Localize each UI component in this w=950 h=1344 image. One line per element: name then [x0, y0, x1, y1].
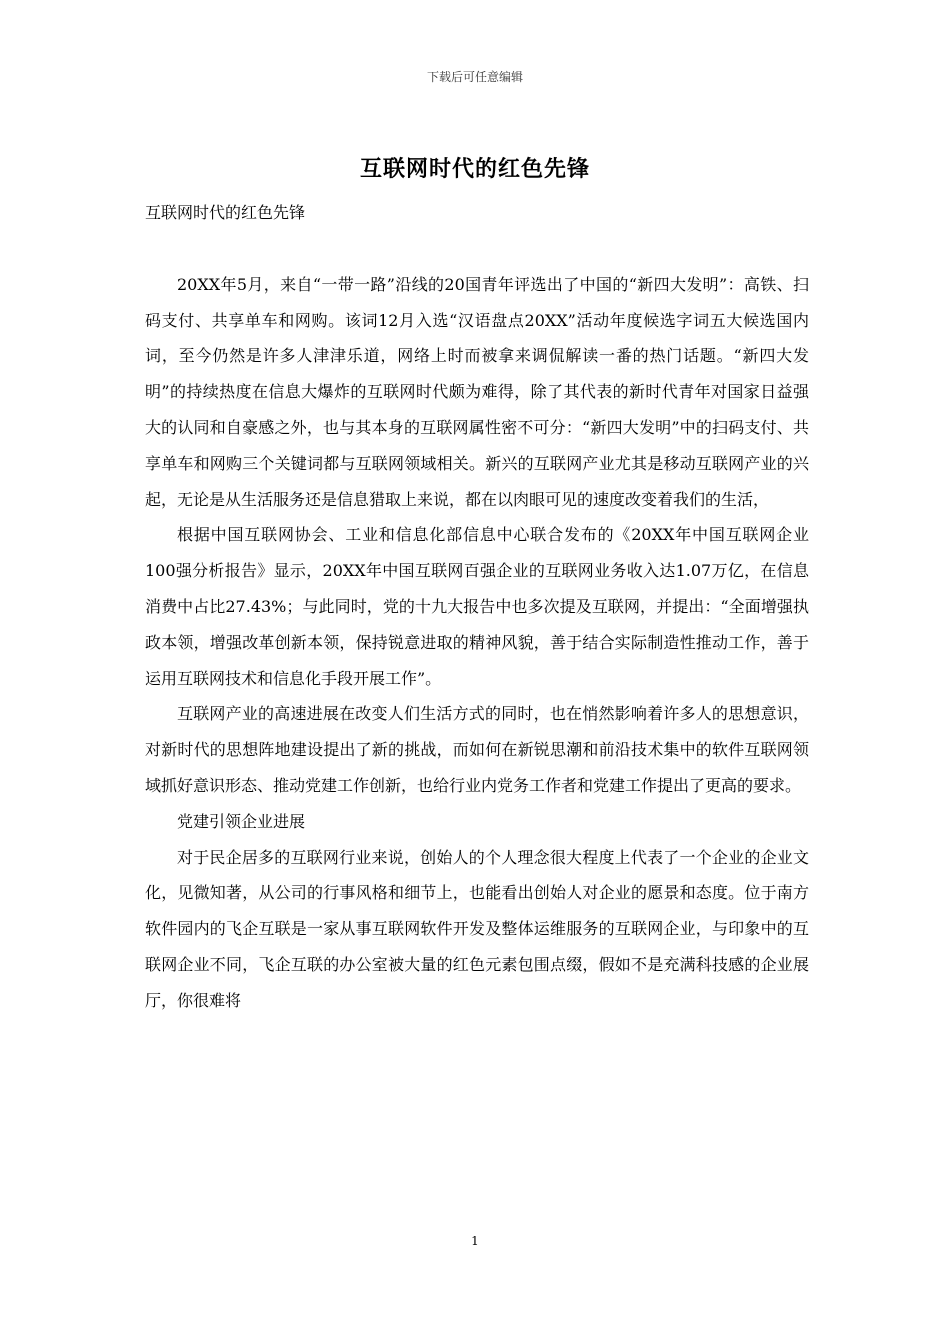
page-number: 1 — [471, 1234, 479, 1248]
document-subtitle: 互联网时代的红色先锋 — [145, 203, 306, 222]
header-note: 下载后可任意编辑 — [426, 70, 523, 84]
section-heading: 党建引领企业进展 — [177, 811, 306, 831]
paragraph-4: 对于民企居多的互联网行业来说，创始人的个人理念很大程度上代表了一个企业的企业文化，见微知著，从公司的行事风格和细节上，也能看出创始人对企业的愿景和态度。位于南方软件园内的飞企互联是一家从事互联网软件开发及整体运维服务的互联网企业，与印象中的互联网企业不同，飞企互联的办公室被大量的红色元素包围点缀，假如不是充满科技感的企业展厅，你很难将 — [145, 847, 809, 1010]
paragraph-1: 20XX年5月，来自“一带一路”沿线的20国青年评选出了中国的“新四大发明”：高铁、扫码支付、共享单车和网购。该词12月入选“汉语盘点20XX”活动年度候选字词五大候选国内词，至今仍然是许多人津津乐道，网络上时而被拿来调侃解读一番的热门话题。“新四大发明”的持续热度在信息大爆炸的互联网时代颇为难得，除了其代表的新时代青年对国家日益强大的认同和自豪感之外，也与其本身的互联网属性密不可分：“新四大发明”中的扫码支付、共享单车和网购三个关键词都与互联网领域相关。新兴的互联网产业尤其是移动互联网产业的兴起，无论是从生活服务还是信息猎取上来说，都在以肉眼可见的速度改变着我们的生活， — [145, 274, 809, 509]
document-body — [145, 195, 809, 1019]
document-title: 互联网时代的红色先锋 — [359, 156, 590, 182]
paragraph-2: 根据中国互联网协会、工业和信息化部信息中心联合发布的《20XX年中国互联网企业100强分析报告》显示，20XX年中国互联网百强企业的互联网业务收入达1.07万亿，在信息消费中占比27.43%；与此同时，党的十九大报告中也多次提及互联网，并提出：“全面增强执政本领，增强改革创新本领，保持锐意进取的精神风貌，善于结合实际制造性推动工作，善于运用互联网技术和信息化手段开展工作”。 — [145, 525, 809, 688]
paragraph-3: 互联网产业的高速进展在改变人们生活方式的同时，也在悄然影响着许多人的思想意识，对新时代的思想阵地建设提出了新的挑战，而如何在新锐思潮和前沿技术集中的软件互联网领域抓好意识形态、推动党建工作创新，也给行业内党务工作者和党建工作提出了更高的要求。 — [145, 704, 809, 795]
